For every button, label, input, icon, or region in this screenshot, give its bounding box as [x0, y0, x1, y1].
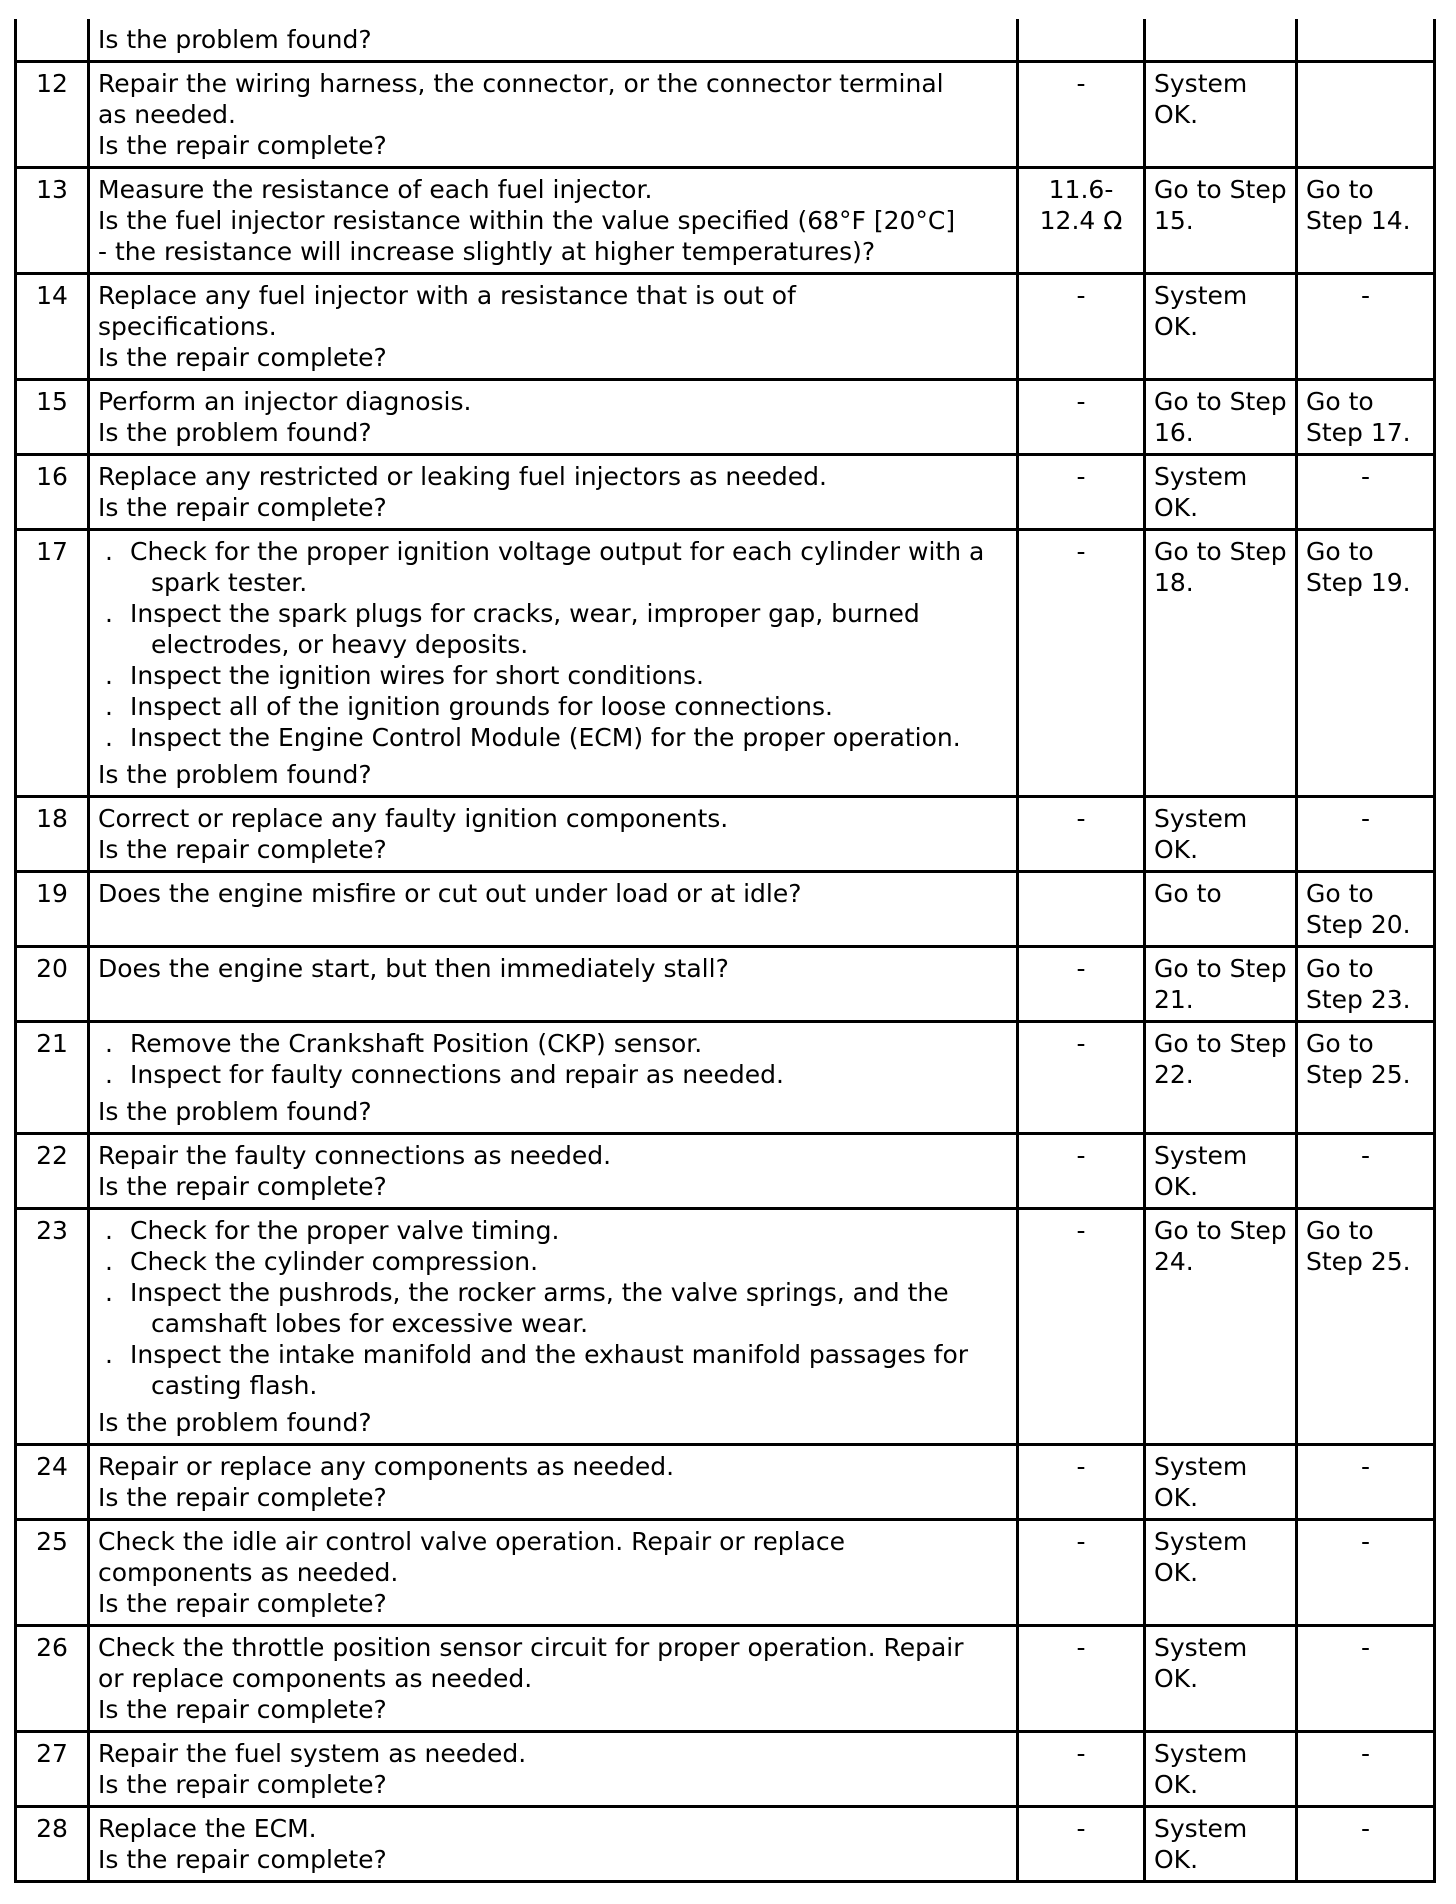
step-yes-result: System OK. — [1145, 274, 1297, 380]
step-number: 21 — [16, 1022, 89, 1134]
action-bullet — [98, 1215, 1008, 1246]
step-number: 18 — [16, 797, 89, 872]
step-no-result: - — [1297, 455, 1435, 530]
step-question: Is the repair complete? — [98, 1589, 387, 1618]
bullet-dot-icon: . — [105, 1278, 113, 1307]
step-no-result: Go to Step 25. — [1297, 1209, 1435, 1445]
table-row — [16, 530, 1435, 797]
table-row — [16, 1445, 1435, 1520]
step-yes-result: Go to Step 24. — [1145, 1209, 1297, 1445]
step-number: 26 — [16, 1626, 89, 1732]
step-number: 16 — [16, 455, 89, 530]
step-yes-result: Go to Step 16. — [1145, 380, 1297, 455]
table-row — [16, 1022, 1435, 1134]
action-text-line: components as needed. — [98, 1558, 399, 1587]
action-text-line: Is the problem found? — [98, 25, 372, 54]
bullet-dot-icon: . — [105, 692, 113, 721]
step-question: Is the repair complete? — [98, 493, 387, 522]
step-number: 19 — [16, 872, 89, 947]
table-row — [16, 1626, 1435, 1732]
step-action — [89, 872, 1018, 947]
step-number: 24 — [16, 1445, 89, 1520]
bullet-text: Inspect all of the ignition grounds for loose connections. — [130, 692, 833, 721]
step-no-result: - — [1297, 1807, 1435, 1882]
step-action — [89, 1626, 1018, 1732]
step-yes-result: Go to Step 21. — [1145, 947, 1297, 1022]
step-value: - — [1018, 1626, 1145, 1732]
step-action — [89, 1807, 1018, 1882]
step-no-result: - — [1297, 1134, 1435, 1209]
step-question: Is the repair complete? — [98, 835, 387, 864]
action-bullet — [98, 1246, 1008, 1277]
step-value: - — [1018, 947, 1145, 1022]
step-action — [89, 947, 1018, 1022]
step-value: - — [1018, 1807, 1145, 1882]
step-yes-result: System OK. — [1145, 1134, 1297, 1209]
step-no-result: Go to Step 25. — [1297, 1022, 1435, 1134]
step-value: 11.6-12.4 Ω — [1018, 168, 1145, 274]
step-number: 14 — [16, 274, 89, 380]
bullet-dot-icon: . — [105, 1340, 113, 1369]
action-text-line: Correct or replace any faulty ignition components. — [98, 804, 729, 833]
step-yes-result: System OK. — [1145, 455, 1297, 530]
diagnostic-table — [14, 19, 1436, 1883]
step-action — [89, 168, 1018, 274]
bullet-dot-icon: . — [105, 723, 113, 752]
action-text-line: Check the idle air control valve operation. Repair or replace — [98, 1527, 845, 1556]
step-question: Is the repair complete? — [98, 1172, 387, 1201]
step-question: Is the repair complete? — [98, 1695, 387, 1724]
step-no-result: Go to Step 19. — [1297, 530, 1435, 797]
action-text-line: or replace components as needed. — [98, 1664, 533, 1693]
table-row — [16, 19, 1435, 62]
step-question: Is the repair complete? — [98, 1845, 387, 1874]
action-bullet — [98, 660, 1008, 691]
bullet-text: Inspect for faulty connections and repair as needed. — [130, 1060, 784, 1089]
step-yes-result: System OK. — [1145, 797, 1297, 872]
step-action — [89, 19, 1018, 62]
action-text-line: Replace any fuel injector with a resistance that is out of — [98, 281, 796, 310]
step-action — [89, 530, 1018, 797]
action-bullet — [98, 722, 1008, 753]
action-text-line: Replace any restricted or leaking fuel injectors as needed. — [98, 462, 827, 491]
step-number: 25 — [16, 1520, 89, 1626]
step-question: Is the problem found? — [98, 418, 372, 447]
bullet-dot-icon: . — [105, 1060, 113, 1089]
step-yes-result: System OK. — [1145, 1732, 1297, 1807]
action-text-line: Repair or replace any components as needed. — [98, 1452, 675, 1481]
bullet-text: Inspect the ignition wires for short conditions. — [130, 661, 704, 690]
bullet-text: Check the cylinder compression. — [130, 1247, 539, 1276]
action-text-line: Repair the faulty connections as needed. — [98, 1141, 612, 1170]
step-yes-result — [1145, 19, 1297, 62]
step-value: - — [1018, 1022, 1145, 1134]
step-value — [1018, 19, 1145, 62]
bullet-text: Remove the Crankshaft Position (CKP) sensor. — [130, 1029, 703, 1058]
step-question: Is the problem found? — [98, 760, 372, 789]
action-bullet — [98, 1339, 1008, 1401]
table-row — [16, 1732, 1435, 1807]
step-number: 12 — [16, 62, 89, 168]
table-row — [16, 872, 1435, 947]
bullet-text: Inspect the pushrods, the rocker arms, the valve springs, and the camshaft lobes for excessive wear. — [130, 1278, 949, 1338]
step-yes-result: System OK. — [1145, 1520, 1297, 1626]
step-question: Is the repair complete? — [98, 1770, 387, 1799]
table-row — [16, 947, 1435, 1022]
step-no-result: Go to Step 14. — [1297, 168, 1435, 274]
step-action — [89, 797, 1018, 872]
step-yes-result: System OK. — [1145, 1807, 1297, 1882]
step-no-result: - — [1297, 1445, 1435, 1520]
table-row — [16, 274, 1435, 380]
table-row — [16, 1520, 1435, 1626]
step-no-result: - — [1297, 1732, 1435, 1807]
step-value: - — [1018, 1445, 1145, 1520]
action-bullet — [98, 1028, 1008, 1059]
step-number: 23 — [16, 1209, 89, 1445]
action-text-line: Perform an injector diagnosis. — [98, 387, 472, 416]
action-text-line: Repair the fuel system as needed. — [98, 1739, 527, 1768]
step-action — [89, 1520, 1018, 1626]
bullet-text: Inspect the Engine Control Module (ECM) for the proper operation. — [130, 723, 961, 752]
step-no-result — [1297, 62, 1435, 168]
step-value: - — [1018, 274, 1145, 380]
bullet-text: Inspect the spark plugs for cracks, wear, improper gap, burned electrodes, or heavy deposits. — [130, 599, 920, 659]
step-action — [89, 1134, 1018, 1209]
action-text-line: Is the fuel injector resistance within the value specified (68°F [20°C] — [98, 206, 956, 235]
step-yes-result: System OK. — [1145, 1626, 1297, 1732]
step-no-result: - — [1297, 274, 1435, 380]
action-text-line: Replace the ECM. — [98, 1814, 317, 1843]
step-action — [89, 1445, 1018, 1520]
bullet-dot-icon: . — [105, 1216, 113, 1245]
step-action — [89, 1732, 1018, 1807]
step-number: 13 — [16, 168, 89, 274]
action-text-line: Repair the wiring harness, the connector, or the connector terminal — [98, 69, 944, 98]
step-no-result: - — [1297, 1520, 1435, 1626]
step-action — [89, 1209, 1018, 1445]
step-action — [89, 1022, 1018, 1134]
action-text-line: Does the engine start, but then immediately stall? — [98, 954, 729, 983]
bullet-dot-icon: . — [105, 661, 113, 690]
action-text-line: - the resistance will increase slightly at higher temperatures)? — [98, 237, 876, 266]
step-number: 28 — [16, 1807, 89, 1882]
step-value: - — [1018, 530, 1145, 797]
bullet-dot-icon: . — [105, 537, 113, 566]
step-value: - — [1018, 1520, 1145, 1626]
bullet-text: Check for the proper ignition voltage output for each cylinder with a spark tester. — [130, 537, 985, 597]
bullet-dot-icon: . — [105, 1029, 113, 1058]
table-row — [16, 168, 1435, 274]
step-question: Is the repair complete? — [98, 1483, 387, 1512]
action-text-line: Measure the resistance of each fuel injector. — [98, 175, 653, 204]
step-action — [89, 380, 1018, 455]
step-yes-result: Go to — [1145, 872, 1297, 947]
step-value — [1018, 872, 1145, 947]
action-bullet — [98, 1059, 1008, 1090]
step-question: Is the repair complete? — [98, 343, 387, 372]
step-value: - — [1018, 1732, 1145, 1807]
step-yes-result: Go to Step 15. — [1145, 168, 1297, 274]
diagnostic-table-body — [16, 19, 1435, 1882]
step-value: - — [1018, 380, 1145, 455]
step-action — [89, 455, 1018, 530]
action-bullet — [98, 691, 1008, 722]
step-yes-result: Go to Step 22. — [1145, 1022, 1297, 1134]
action-text-line: Check the throttle position sensor circuit for proper operation. Repair — [98, 1633, 964, 1662]
step-value: - — [1018, 1209, 1145, 1445]
action-text-line: as needed. — [98, 100, 236, 129]
step-no-result: Go to Step 23. — [1297, 947, 1435, 1022]
table-row — [16, 380, 1435, 455]
step-no-result: - — [1297, 1626, 1435, 1732]
step-value: - — [1018, 797, 1145, 872]
step-yes-result: System OK. — [1145, 1445, 1297, 1520]
bullet-text: Inspect the intake manifold and the exhaust manifold passages for casting flash. — [130, 1340, 969, 1400]
bullet-text: Check for the proper valve timing. — [130, 1216, 560, 1245]
table-row — [16, 1209, 1435, 1445]
step-yes-result: Go to Step 18. — [1145, 530, 1297, 797]
step-number: 22 — [16, 1134, 89, 1209]
table-row — [16, 62, 1435, 168]
step-value: - — [1018, 455, 1145, 530]
step-number — [16, 19, 89, 62]
step-no-result: Go to Step 17. — [1297, 380, 1435, 455]
step-question: Is the repair complete? — [98, 131, 387, 160]
step-no-result: Go to Step 20. — [1297, 872, 1435, 947]
bullet-dot-icon: . — [105, 1247, 113, 1276]
step-number: 27 — [16, 1732, 89, 1807]
step-question: Is the problem found? — [98, 1097, 372, 1126]
step-no-result — [1297, 19, 1435, 62]
step-question: Is the problem found? — [98, 1408, 372, 1437]
step-action — [89, 62, 1018, 168]
action-text-line: specifications. — [98, 312, 277, 341]
table-row — [16, 1134, 1435, 1209]
step-value: - — [1018, 1134, 1145, 1209]
step-yes-result: System OK. — [1145, 62, 1297, 168]
table-row — [16, 1807, 1435, 1882]
step-number: 17 — [16, 530, 89, 797]
action-bullet — [98, 536, 1008, 598]
step-value: - — [1018, 62, 1145, 168]
table-row — [16, 455, 1435, 530]
step-action — [89, 274, 1018, 380]
action-text-line: Does the engine misfire or cut out under load or at idle? — [98, 879, 802, 908]
bullet-dot-icon: . — [105, 599, 113, 628]
action-bullet — [98, 1277, 1008, 1339]
table-row — [16, 797, 1435, 872]
step-number: 20 — [16, 947, 89, 1022]
action-bullet — [98, 598, 1008, 660]
step-number: 15 — [16, 380, 89, 455]
step-no-result: - — [1297, 797, 1435, 872]
